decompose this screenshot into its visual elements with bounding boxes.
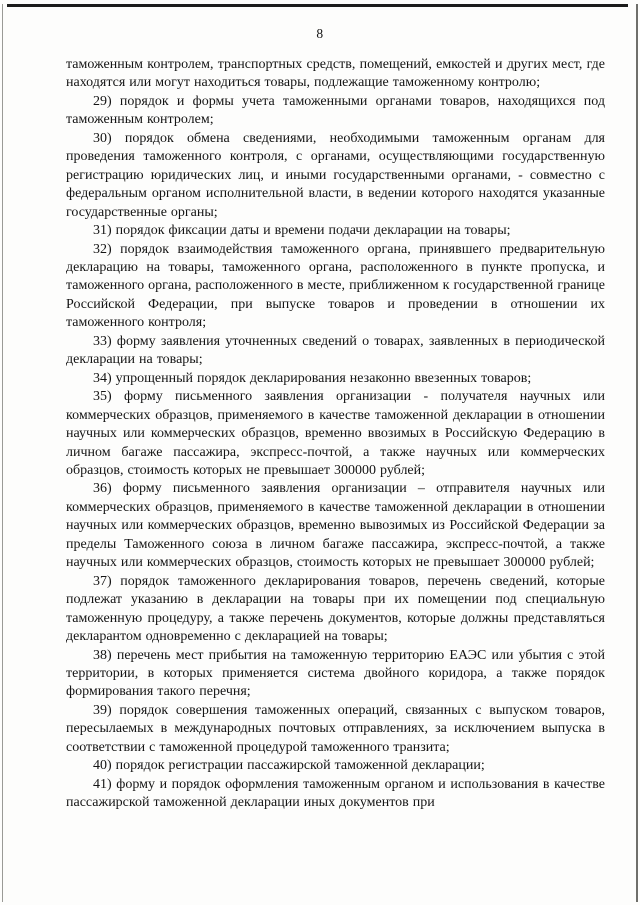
paragraph-item-33: 33) форму заявления уточненных сведений о товарах, заявленных в периодической декларации на товары; (66, 333, 605, 368)
paragraph-item-35: 35) форму письменного заявления организации - получателя научных или коммерческих образцов, применяемого в качестве таможенной декларации в отношении научных или коммерческих образцов, временно ввозимых в Российскую Федерацию в личном багаже пассажира, экспресс-почтой, а также научных или коммерческих образцов, стоимость которых не превышает 300000 рублей; (66, 389, 605, 478)
page-edge-left-line (2, 4, 3, 902)
page-edge-top-line (7, 4, 628, 7)
paragraph-item-34: 34) упрощенный порядок декларирования незаконно ввезенных товаров; (93, 370, 532, 386)
paragraph-item-39: 39) порядок совершения таможенных операций, связанных с выпуском товаров, пересылаемых в международных почтовых отправлениях, за исключением выпуска в соответствии с таможенной процедурой таможенного транзита; (66, 702, 605, 755)
paragraph-item-38: 38) перечень мест прибытия на таможенную территорию ЕАЭС или убытия с этой территории, в которых применяется система двойного коридора, а также порядок формирования такого перечня; (66, 647, 605, 700)
paragraph-item-29: 29) порядок и формы учета таможенными органами товаров, находящихся под таможенным контролем; (66, 93, 605, 128)
paragraph-item-41: 41) форму и порядок оформления таможенным органом и использования в качестве пассажирской таможенной декларации иных документов при (66, 776, 605, 811)
paragraph-item-31: 31) порядок фиксации даты и времени подачи декларации на товары; (93, 223, 511, 239)
paragraph-item-36: 36) форму письменного заявления организации – отправителя научных или коммерческих образцов, применяемого в качестве таможенной декларации в отношении научных или коммерческих образцов, временно вывозимых из Российской Федерации за пределы Таможенного союза в личном багаже пассажира, экспресс-почтой, а также научных или коммерческих образцов, стоимость которых не превышает 300000 рублей; (66, 481, 605, 571)
paragraph-continuation: таможенным контролем, транспортных средств, помещений, емкостей и других мест, где находятся или могут находиться товары, подлежащие таможенному контролю; (66, 57, 605, 91)
paragraph-item-40: 40) порядок регистрации пассажирской таможенной декларации; (93, 758, 485, 774)
paragraph-item-30: 30) порядок обмена сведениями, необходимыми таможенным органам для проведения таможенного контроля, с органами, осуществляющими государственную регистрацию юридических лиц, и иными государственными органами, - совместно с федеральным органом исполнительной власти, в ведении которого находятся указанные государственные органы; (66, 130, 605, 220)
paragraph-item-37: 37) порядок таможенного декларирования товаров, перечень сведений, которые подлежат указанию в декларации на товары при их помещении под специальную таможенную процедуру, а также перечень документов, которые должны представляться декларантом одновременно с декларацией на товары; (66, 573, 605, 645)
document-body (66, 56, 605, 813)
paragraph-item-32: 32) порядок взаимодействия таможенного органа, принявшего предварительную декларацию на товары, таможенного органа, расположенного в пункте пропуска, и таможенного органа, расположенного в месте, приближенном к государственной границе Российской Федерации, при выпуске товаров и проведении в отношении их таможенного контроля; (66, 241, 605, 331)
page-edge-right-line (636, 4, 638, 902)
page-number: 8 (316, 26, 324, 41)
